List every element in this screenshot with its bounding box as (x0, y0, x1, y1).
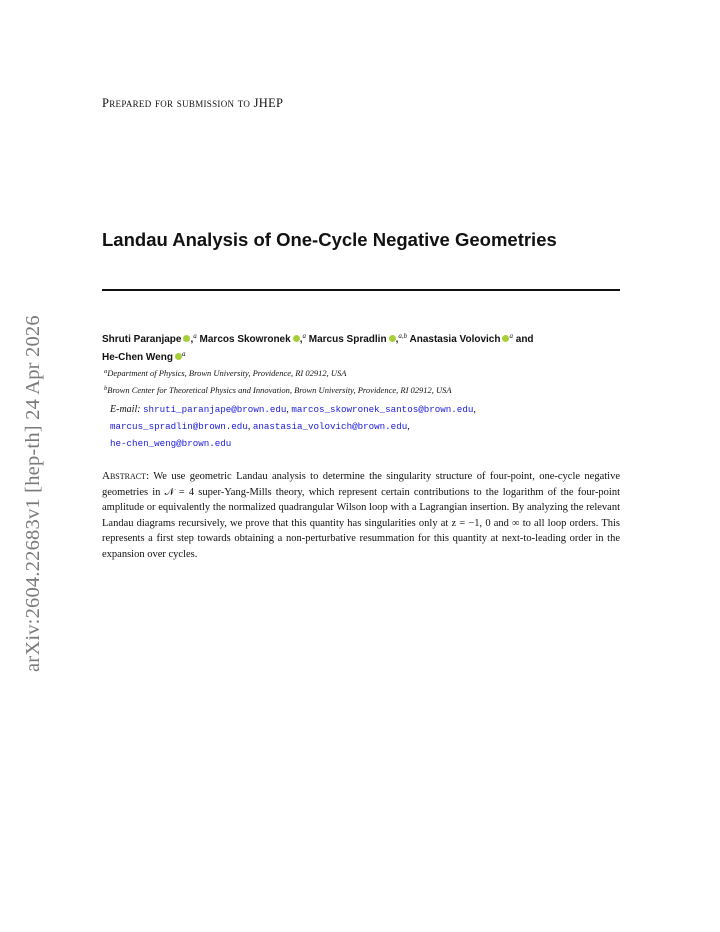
affiliation-mark: a (193, 332, 197, 340)
author-name: Marcos Skowronek (199, 334, 291, 345)
abstract (102, 469, 620, 563)
affiliation-mark: b (104, 385, 108, 392)
author-name: Shruti Paranjape (102, 334, 182, 345)
orcid-icon[interactable] (183, 335, 190, 342)
affiliation (104, 368, 624, 378)
submission-note-text: Prepared for submission to JHEP (102, 96, 284, 110)
email-link[interactable]: he-chen_weng@brown.edu (110, 438, 232, 449)
affiliation-mark: a,b (398, 332, 408, 340)
affiliation-mark: a (509, 332, 513, 340)
arxiv-identifier-stamp: arXiv:2604.22683v1 [hep-th] 24 Apr 2026 (22, 315, 44, 672)
email-label: E-mail: (110, 404, 141, 415)
email-link[interactable]: anastasia_volovich@brown.edu (252, 421, 408, 432)
abstract-text: We use geometric Landau analysis to determine the singularity structure of four-point, one-cycle negative geometries in 𝒩 = 4 super-Yang-Mills theory, which represent certain contributions to the logarithm of the four-point amplitude or equivalently the normalized quadrangular Wilson loop with a Lagrangian insertion. By analyzing the relevant Landau diagrams recursively, we prove that this quantity has singularities only at z = −1, 0 and ∞ to all loop orders. This represents a first step towards obtaining a non-perturbative resummation for this quantity at next-to-leading order in the expansion over cycles. (102, 471, 620, 560)
affiliation-text: Brown Center for Theoretical Physics and Innovation, Brown University, Providence, RI 02912, USA (107, 385, 452, 395)
affiliation-text: Department of Physics, Brown University, Providence, RI 02912, USA (107, 368, 347, 378)
email-link[interactable]: marcos_skowronek_santos@brown.edu (291, 404, 474, 415)
author-list: Shruti Paranjape ,$^a$ Marcos Skowronek ,$^a$ Marcus Spradlin ,$^{a,b}$ Anastasia Volovich $^a$ and He-Chen Weng $^a$ (102, 332, 534, 363)
author-name: Anastasia Volovich (409, 334, 501, 345)
author-conjunction: and (515, 334, 534, 345)
author-name: Marcus Spradlin (308, 334, 387, 345)
email-link[interactable]: marcus_spradlin@brown.edu (110, 421, 248, 432)
submission-note (102, 96, 283, 111)
paper-title: Landau Analysis of One-Cycle Negative Geometries (102, 229, 557, 250)
affiliation-mark: a (104, 368, 108, 375)
email-link[interactable]: shruti_paranjape@brown.edu (143, 404, 287, 415)
orcid-icon[interactable] (389, 335, 396, 342)
orcid-icon[interactable] (175, 353, 182, 360)
affiliation-mark: a (302, 332, 306, 340)
orcid-icon[interactable] (293, 335, 300, 342)
email-block: E-mail: shruti_paranjape@brown.edu, marcos_skowronek_santos@brown.edu, marcus_spradlin@brown.edu, anastasia_volovich@brown.edu, he-chen_weng@brown.edu (110, 404, 476, 449)
author-name: He-Chen Weng (102, 352, 173, 363)
title-rule (102, 289, 620, 291)
affiliation-mark: a (181, 350, 186, 358)
affiliation (104, 385, 624, 395)
abstract-label: Abstract: (102, 470, 150, 482)
